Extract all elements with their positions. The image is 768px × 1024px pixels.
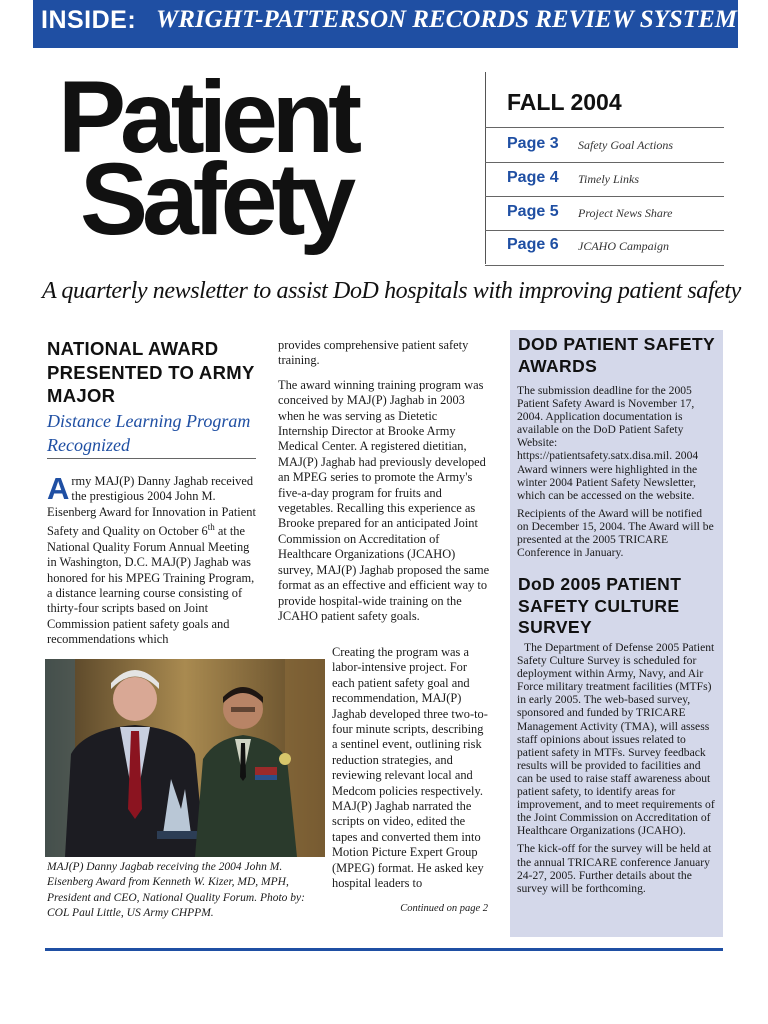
sidebar-paragraph: The submission deadline for the 2005 Patient Safety Award is November 17, 2004. Application documentation is available on the DoD Patient Safety Website: https://patientsafety.satx.disa.mil. 2004 Award winners were highlighted in the winter 2004 Patient Safety Newsletter, which can be accessed on the website. [517,384,699,502]
toc-divider [485,127,724,128]
toc-page-number: Page 3 [507,135,559,152]
subhead-rule [47,458,256,459]
sidebar-paragraph: The Department of Defense 2005 Patient Safety Culture Survey is scheduled for deployment within Army, Navy, and Air Force military treatment facilities (MTFs) in early 2005. The web-based survey, sponsored and funded by TRICARE Management Activity (TMA), will assess staff opinions about issues related to patient safety in MTFs. Survey feedback results will be provided to facilities and can be used to raise staff awareness about patient safety, to identify areas for improvement, and to meet requirements of the Joint Commission on Accreditation of Healthcare Organizations (JCAHO). [517,641,715,838]
article-paragraph: The award winning training program was conceived by MAJ(P) Jaghab in 2003 when he was serving as Dietetic Internship Director at Brooke Army Medical Center. A registered dietitian, MAJ(P) Jaghab had previously developed an MPEG series to promote the Army's five-a-day program for fruits and vegetables. Recalling this experience as Brooke prepared for an anticipated Joint Commission on Accreditation of Healthcare Organizations (JCAHO) survey, MAJ(P) Jaghab proposed the same format as an effective and efficient way to provide hospital-wide training on the JCAHO patient safety goals. [278,377,490,623]
toc-description: JCAHO Campaign [578,239,669,253]
toc-description: Project News Share [578,206,673,220]
sidebar-heading-awards: DOD PATIENT SAFETY AWARDS [518,334,715,376]
top-banner [33,0,738,48]
award-photo [45,659,325,857]
newsletter-tagline: A quarterly newsletter to assist DoD hospitals with improving patient safety [42,278,741,304]
article-column-2 [278,338,490,633]
sidebar-paragraph: The kick-off for the survey will be held at the annual TRICARE conference January 24-27, 2005. Further details about the survey will be forthcoming. [517,842,712,895]
toc-item[interactable] [507,203,673,223]
issue-date: FALL 2004 [507,89,622,115]
ordinal-suffix: th [207,522,215,533]
sidebar-heading-survey: DoD 2005 PATIENT SAFETY CULTURE SURVEY [518,574,682,637]
toc-divider [485,230,724,231]
footer-rule [45,948,723,951]
sidebar-paragraph: Recipients of the Award will be notified on December 15, 2004. The Award will be presented at the 2005 TRICARE Conference in January. [517,506,714,560]
article-subhead: Distance Learning Program Recognized [47,411,251,455]
article-column-3: Creating the program was a labor-intensive project. For each patient safety goal and recommendation, MAJ(P) Jaghab developed three two-to-four minute scripts, describing a sentinel event, outlining risk reduction strategies, and reviewing relevant local and Medcom policies respectively. MAJ(P) Jaghab narrated the scripts on video, edited the tapes and converted them into Motion Picture Expert Group (MPEG) format. He asked key hospital leaders to [332,645,488,891]
sidebar-box [510,330,723,937]
toc-divider [485,162,724,163]
sidebar-survey-text [517,641,715,900]
toc-page-number: Page 6 [507,236,559,253]
article-column-1 [47,471,259,648]
toc-item[interactable] [507,236,669,256]
masthead-divider [485,72,486,264]
article-text-1a: rmy MAJ(P) Danny Jaghab received the prestigious 2004 John M. Eisenberg Award for Innovation in Patient Safety and Quality on October 6 [47,474,256,539]
masthead-line-1: Patient [58,60,357,174]
toc-divider [485,196,724,197]
banner-label: INSIDE: [41,6,137,34]
drop-cap: A [47,471,70,506]
photo-caption: MAJ(P) Danny Jagbab receiving the 2004 John M. Eisenberg Award from Kenneth W. Kizer, MD, MPH, President and CEO, National Quality Forum. Photo by: COL Paul Little, US Army CHPPM. [47,861,305,919]
photo-illustration [45,659,325,857]
toc-item[interactable] [507,135,674,155]
article-headline: NATIONAL AWARD PRESENTED TO ARMY MAJOR [47,338,255,406]
masthead-line-2: Safety [80,142,351,256]
toc-description: Safety Goal Actions [578,138,674,152]
sidebar-awards-text [517,384,715,564]
toc-page-number: Page 5 [507,203,559,220]
banner-title: WRIGHT-PATTERSON RECORDS REVIEW SYSTEM [156,6,737,33]
article-text-1b: at the National Quality Forum Annual Meeting in Washington, D.C. MAJ(P) Jaghab was honored for his MPEG Training Program, a distance learning course consisting of thirty-four scripts based on Joint Commission patient safety goals and recommendations which [47,524,255,647]
article-paragraph: provides comprehensive patient safety training. [278,338,469,368]
continued-link[interactable]: Continued on page 2 [400,903,488,914]
toc-page-number: Page 4 [507,169,559,186]
toc-item[interactable] [507,169,640,189]
toc-divider [485,265,724,266]
toc-description: Timely Links [578,172,640,186]
